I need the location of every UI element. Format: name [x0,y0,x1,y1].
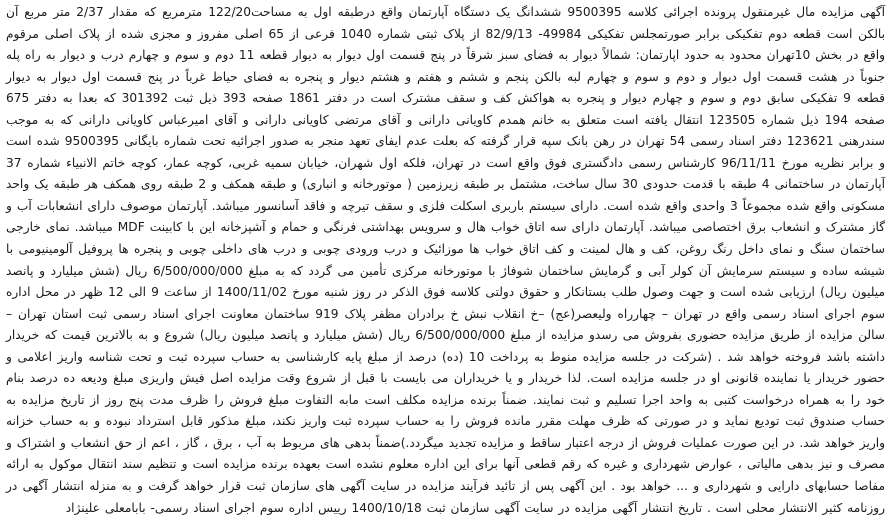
notice-body-text: آگهی مزایده مال غیرمنقول پرونده اجرائی کلاسه 9500395 ششدانگ یک دستگاه آپارتمان واقع درطبقه اول به مساحت122/20 مترمربع که مقدار 2/37 متر مربع آن بالکن است قطعه دوم تفکیکی برابر صورتمجلس تفکیکی 49984- 82/9/13 از پلاک ثبتی شماره 1040 فرعی از 65 اصلی مفروز و مجزی شده از پلاک اصلی مرقوم واقع در بخش 10تهران محدود به حدود اپارتمان: شمالاً دیوار به فضای سبز شرقاً در پنج قسمت اول دیوار به دیوار قطعه 11 دوم و سوم و چهارم درب و دیوار به راه پله جنوباً در هشت قسمت اول دیوار و دوم و سوم و چهارم لبه بالکن پنجم و ششم و هفتم و هشتم دیوار و پنجره به فضای حیاط غرباً در پنج قسمت اول دیوار به دیوار قطعه 9 تفکیکی سابق دوم و سوم و چهارم دیوار و پنجره به هواکش کف و سقف مشترک است در دفتر 1861 صفحه 393 ذیل ثبت 301392 که بعدا به دفتر 675 صفحه 194 ذیل شماره 123505 انتقال یافته است متعلق به خانم همدم کاویانی دارانی و آقای مرتضی کاویانی دارانی و آقای امیرعباس کاویانی دارانی که به موجب سندرهنی 123621 دفتر اسناد رسمی 54 تهران در رهن بانک سپه قرار گرفته که بعلت عدم ایفای تعهد منجر به صدور اجرائیه تحت شماره بایگانی 9500395 شده است و برابر نظریه مورخ 96/11/11 کارشناس رسمی دادگستری فوق واقع است در تهران، فلکه اول شهران، خیابان سمیه غربی، کوچه عمار، کوچه خاتم الانبیاء شماره 37 آپارتمان در ساختمانی 4 طبقه با قدمت حدودی 30 سال ساخت، مشتمل بر طبقه زیرزمین ( موتورخانه و انباری) و طبقه همکف و 2 طبقه روی همکف هر طبقه یک واحد مسکونی واقع شده مجموعاً 3 واحدی واقع شده است. دارای سیستم باربری اسکلت فلزی و سقف تیرچه و فاقد آسانسور میباشد. آپارتمان موصوف دارای انشعابات آب و گاز مشترک و انشعاب برق اختصاصی میباشد. آپارتمان دارای سه اتاق خواب هال و سرویس بهداشتی فرنگی و حمام و آشپزخانه این با کابینت MDF میباشد. نمای خارجی ساختمان سنگ و نمای داخل رنگ روغن، کف و هال لمینت و کف اتاق خواب ها موزائیک و درب ورودی چوبی و درب های داخلی چوبی و پنجره ها پروفیل آلومینیومی با شیشه ساده و سیستم سرمایش آن کولر آبی و گرمایش ساختمان شوفاژ با موتورخانه مرکزی تأمین می گردد که به مبلغ 6/500/000/000 ریال (شش میلیارد و پانصد میلیون ریال) ارزیابی شده است و جهت وصول طلب بستانکار و حقوق دولتی کلاسه فوق الذکر در روز شنبه مورخ 1400/11/02 از ساعت 9 الی 12 ظهر در محل اداره سوم اجرای اسناد رسمی واقع در تهران – چهارراه ولیعصر(عج) –خ انقلاب نبش خ برادران مظفر پلاک 919 ساختمان معاونت اجرای اسناد رسمی ثبت استان تهران – سالن مزایده از طریق مزایده حضوری بفروش می رسدو مزایده از مبلغ 6/500/000/000 ریال (شش میلیارد و پانصد میلیون ریال) شروع و به بالاترین قیمت که خریدار داشته باشد فروخته خواهد شد . (شرکت در جلسه مزایده منوط به پرداخت 10 (ده) درصد از مبلغ پایه کارشناسی به حساب سپرده ثبت و تحت شناسه واریز اعلامی و حضور خریدار یا نماینده قانونی او در جلسه مزایده است. لذا خریدار و یا خریداران می بایست با قبل از شروع وقت مزایده اصل فیش واریزی مبلغ ودیعه ده درصد بنام خود را به همراه درخواست کتبی به واحد اجرا تسلیم و ثبت نمایند. ضمناً برنده مزایده مکلف است مابه التفاوت مبلغ فروش را ظرف مدت پنج روز از تاریخ مزایده به حساب صندوق ثبت تودیع نماید و در صورتی که ظرف مهلت مقرر مانده فروش را به حساب سپرده ثبت واریز نکند، مبلغ مذکور قابل استرداد نبوده و به حساب خزانه واریز خواهد شد. در این صورت عملیات فروش از درجه اعتبار ساقط و مزایده تجدید میگردد.)ضمناً بدهی های مربوط به آب ، برق ، گاز ، اعم از حق انشعاب و اشتراک و مصرف و نیز بدهی مالیاتی ، عوارض شهرداری و غیره که رقم قطعی آنها برای این اداره معلوم نشده است بعهده برنده مزایده است و تنظیم سند انتقال موکول به ارائه مفاصا حسابهای دارایی و شهرداری و ... خواهد بود . این آگهی پس از تائید فرآیند مزایده در سایت آگهی های سازمان ثبت قرار خواهد گرفت و به منزله انتشار آگهی در روزنامه کثیر الانتشار محلی است . تاریخ انتشار آگهی مزایده در سایت آگهی سازمان ثبت 1400/10/18 رییس اداره سوم اجرای اسناد رسمی- بابامعلی علینژاد [6,5,886,515]
